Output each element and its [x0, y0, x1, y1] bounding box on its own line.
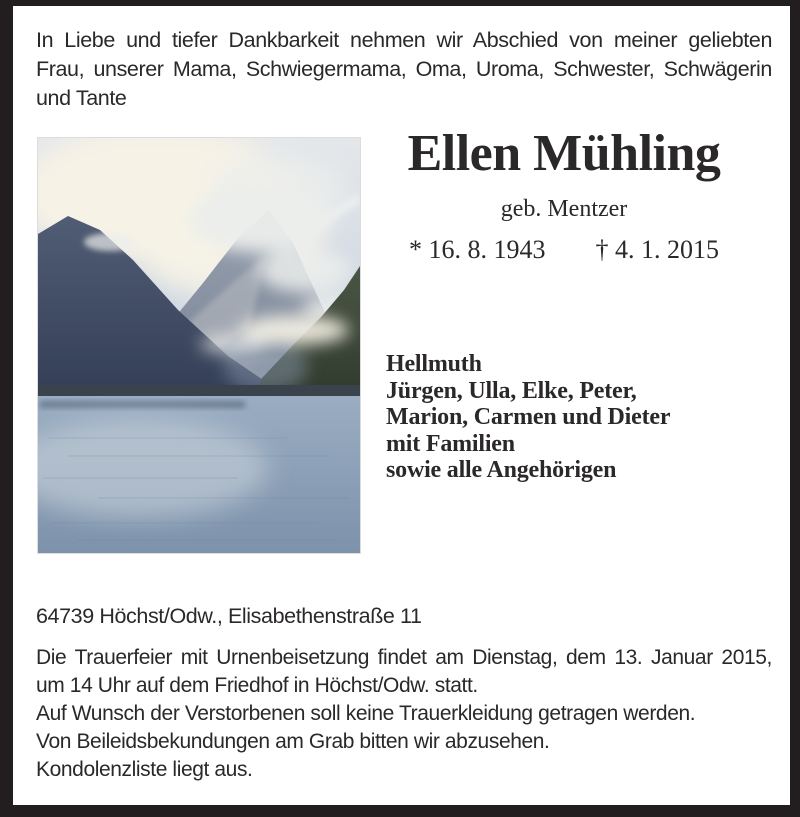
frame-left-bar	[0, 0, 13, 817]
mourner-line: Hellmuth	[386, 351, 482, 377]
detail-line: Kondolenzliste liegt aus.	[36, 758, 253, 781]
death-date: † 4. 1. 2015	[595, 235, 719, 264]
mountain-lake-illustration	[38, 138, 360, 553]
deceased-block	[366, 126, 762, 265]
mourner-line: sowie alle Angehörigen	[386, 457, 617, 483]
address-line: 64739 Höchst/Odw., Elisabethenstraße 11	[36, 604, 422, 628]
detail-line: Auf Wunsch der Verstorbenen soll keine Trauerkleidung getragen werden.	[36, 702, 696, 725]
detail-line: Die Trauerfeier mit Urnenbeisetzung findet am Dienstag, dem 13. Januar 2015,	[36, 646, 772, 669]
detail-line: um 14 Uhr auf dem Friedhof in Höchst/Odw. statt.	[36, 674, 478, 697]
mourners-list	[386, 351, 670, 484]
detail-line: Von Beileidsbekundungen am Grab bitten wir abzusehen.	[36, 730, 550, 753]
funeral-details	[36, 644, 772, 784]
deceased-name: Ellen Mühling	[407, 125, 721, 182]
intro-paragraph	[36, 26, 772, 113]
mourner-line: mit Familien	[386, 430, 515, 457]
mourner-line: Jürgen, Ulla, Elke, Peter,	[386, 377, 637, 404]
intro-line: Frau, unserer Mama, Schwiegermama, Oma, Uroma, Schwester, Schwägerin	[36, 57, 772, 81]
frame-bottom-bar	[0, 805, 800, 817]
intro-line: In Liebe und tiefer Dankbarkeit nehmen wir Abschied von meiner geliebten	[36, 28, 772, 52]
memorial-photo	[38, 138, 360, 553]
mourner-line: Marion, Carmen und Dieter	[386, 404, 671, 430]
lake-water	[38, 396, 360, 553]
maiden-name: geb. Mentzer	[500, 196, 628, 222]
frame-top-bar	[0, 0, 800, 6]
frame-right-bar	[790, 0, 800, 817]
life-dates	[366, 235, 762, 265]
intro-line: und Tante	[36, 86, 127, 110]
birth-date: * 16. 8. 1943	[409, 235, 546, 264]
